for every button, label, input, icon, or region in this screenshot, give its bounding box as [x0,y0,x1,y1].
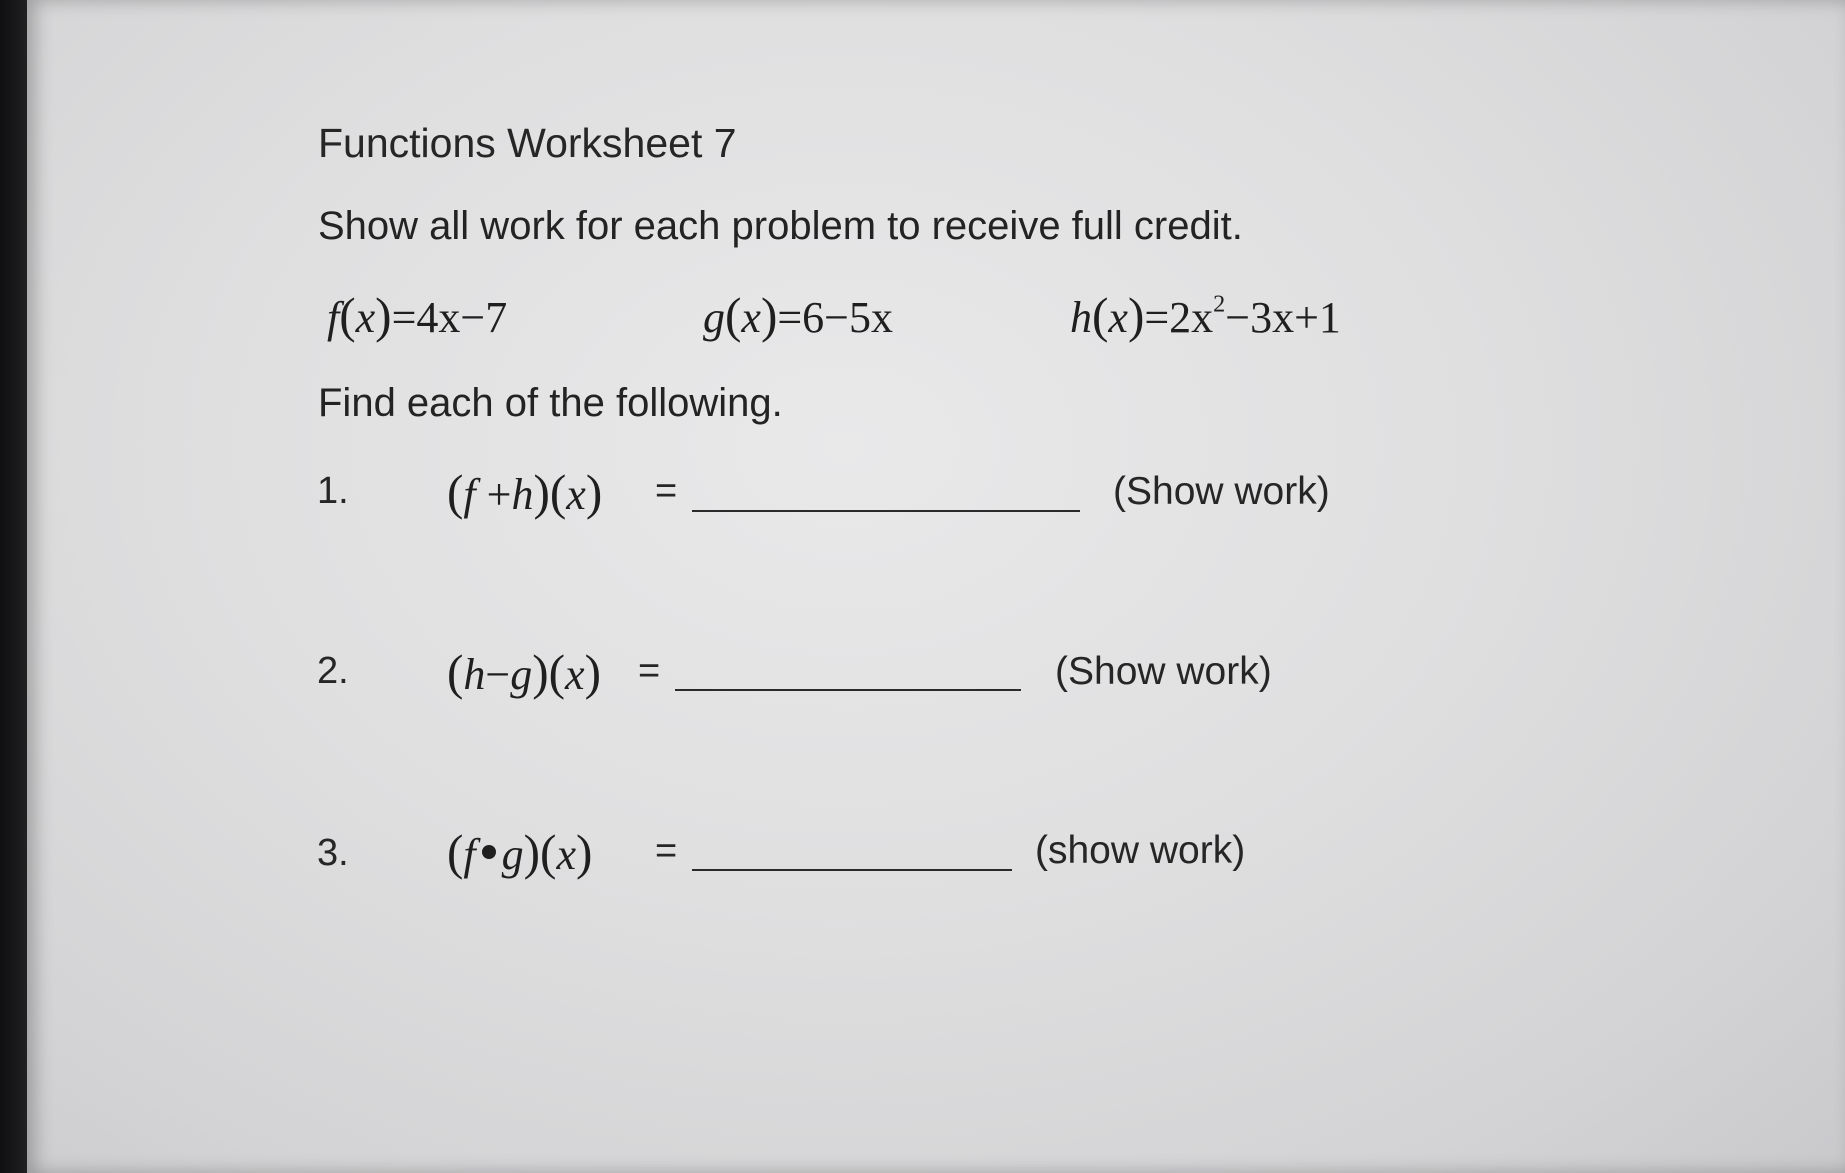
problem-number: 2. [317,650,349,692]
answer-blank[interactable] [692,510,1080,512]
expr-right-function: h [511,470,534,519]
expr-right-function: g [510,650,533,699]
function-rhs: 4x−7 [416,293,508,342]
show-work-hint: (Show work) [1055,650,1272,693]
worksheet-title: Functions Worksheet 7 [318,120,737,166]
problem-expression: (f g)(x) [447,825,593,880]
function-rhs-part: −3x+1 [1225,293,1341,342]
problem-number: 1. [317,470,349,512]
problem-expression: (h−g)(x) [447,645,601,700]
expr-variable: x [566,470,586,519]
expr-right-function: g [501,830,524,879]
worksheet-paper [27,0,1845,1173]
problem-expression: (f +h)(x) [447,465,603,520]
problem-number: 3. [317,832,349,874]
equals-sign: = [655,830,678,872]
equals-sign: = [638,650,661,692]
function-f-definition: f(x)=4x−7 [327,288,508,343]
expr-variable: x [565,650,585,699]
show-work-hint: (Show work) [1113,470,1330,513]
prompt-text: Find each of the following. [318,381,783,425]
function-h-definition: $h(x)=2x^2-3x+1$ [1070,288,1341,343]
function-name: g [703,293,725,342]
expr-left-function: f [463,470,476,519]
dot-operator-icon [482,845,496,859]
expr-operator: + [486,470,512,519]
function-name: f [327,293,340,342]
expr-left-function: f [463,830,476,879]
function-rhs: 6−5x [802,293,893,342]
function-variable: x [1108,293,1128,342]
show-work-hint: (show work) [1035,829,1246,872]
equals-sign: = [655,470,678,512]
function-exponent: 2 [1213,290,1226,318]
function-variable: x [741,293,761,342]
function-name: h [1070,293,1092,342]
expr-left-function: h [463,650,486,699]
expr-variable: x [556,830,576,879]
function-g-definition: g(x)=6−5x [703,288,893,343]
expr-operator: − [485,650,511,699]
answer-blank[interactable] [692,869,1012,871]
function-variable: x [355,293,376,342]
answer-blank[interactable] [675,689,1021,691]
instruction-text: Show all work for each problem to receive full credit. [318,204,1243,248]
function-rhs-part: 2x [1169,293,1214,342]
